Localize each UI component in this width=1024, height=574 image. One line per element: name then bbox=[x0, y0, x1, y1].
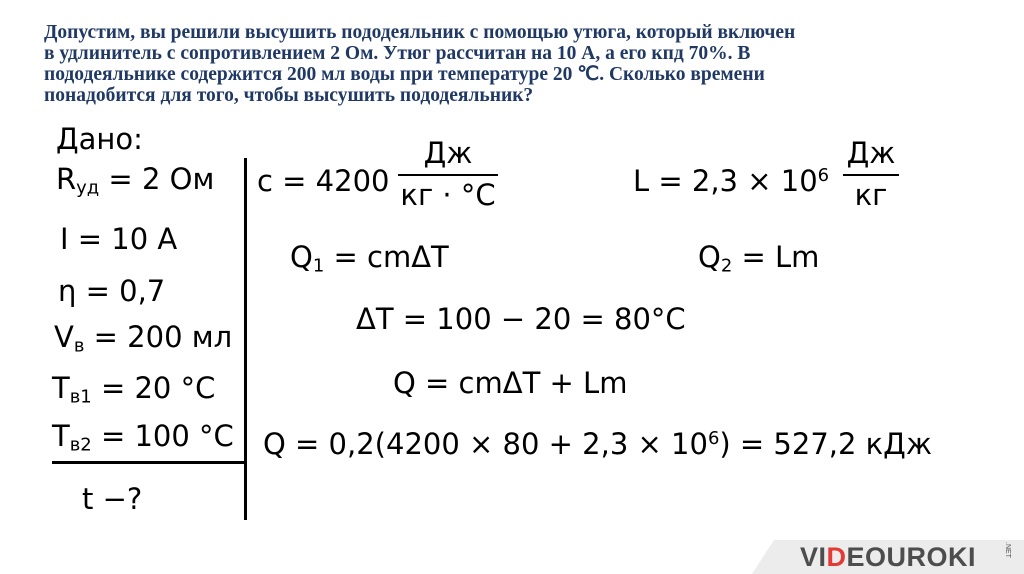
specific-heat-unit bbox=[398, 136, 498, 212]
logo-text-start: VI bbox=[800, 542, 827, 572]
logo-text-accent: D bbox=[826, 542, 847, 572]
given-final-temp bbox=[52, 419, 234, 456]
problem-line: пододеяльнике содержится 200 мл воды при температуре 20 ℃. Сколько времени bbox=[44, 64, 765, 85]
latent-heat-unit-numerator: Дж bbox=[846, 136, 896, 170]
volume-symbol: V bbox=[54, 320, 74, 354]
t2-subscript: в2 bbox=[69, 434, 92, 456]
total-heat-calculation bbox=[263, 427, 932, 461]
logo-suffix: .NET bbox=[1004, 542, 1011, 558]
latent-heat-unit-denominator: кг bbox=[854, 178, 888, 212]
q1-formula bbox=[290, 240, 449, 277]
latent-heat-lhs bbox=[633, 164, 830, 198]
resistance-symbol: R bbox=[56, 162, 77, 196]
t1-value: = 20 °C bbox=[91, 371, 216, 405]
volume-subscript: в bbox=[73, 335, 85, 357]
latent-heat-base: L = 2,3 × 10 bbox=[633, 164, 818, 198]
specific-heat-lhs: c = 4200 bbox=[257, 164, 390, 198]
t1-subscript: в1 bbox=[69, 386, 92, 408]
q2-formula bbox=[698, 240, 820, 277]
q1-rhs: = cmΔT bbox=[324, 240, 449, 274]
given-initial-temp bbox=[52, 371, 216, 408]
q2-symbol: Q bbox=[698, 240, 721, 274]
problem-statement bbox=[44, 22, 994, 106]
resistance-value: = 2 Ом bbox=[99, 162, 215, 196]
problem-line: в удлинитель с сопротивлением 2 Ом. Утюг рассчитан на 10 А, а его кпд 70%. В bbox=[44, 43, 751, 64]
given-volume bbox=[54, 320, 233, 357]
q2-rhs: = Lm bbox=[732, 240, 820, 274]
given-efficiency: η = 0,7 bbox=[58, 274, 166, 308]
given-current: I = 10 A bbox=[60, 222, 178, 256]
q2-subscript: 2 bbox=[720, 255, 733, 277]
calc-exponent: 6 bbox=[707, 428, 720, 450]
calc-part-b: ) = 527,2 кДж bbox=[719, 427, 932, 461]
calc-part-a: Q = 0,2(4200 × 80 + 2,3 × 10 bbox=[263, 427, 708, 461]
resistance-subscript: уд bbox=[76, 177, 100, 199]
latent-heat-exponent: 6 bbox=[817, 165, 830, 187]
given-title: Дано: bbox=[56, 122, 143, 156]
specific-heat-unit-numerator: Дж bbox=[423, 136, 473, 170]
problem-line: понадобится для того, чтобы высушить пододеяльник? bbox=[44, 85, 534, 106]
latent-heat-unit bbox=[843, 136, 899, 212]
t2-value: = 100 °C bbox=[91, 419, 234, 453]
volume-value: = 200 мл bbox=[84, 320, 233, 354]
given-divider-vertical bbox=[244, 158, 247, 520]
videouroki-logo bbox=[800, 542, 976, 573]
q1-subscript: 1 bbox=[312, 255, 325, 277]
t1-symbol: T bbox=[52, 371, 70, 405]
q1-symbol: Q bbox=[290, 240, 313, 274]
problem-line: Допустим, вы решили высушить пододеяльник с помощью утюга, который включен bbox=[44, 22, 796, 43]
given-resistance bbox=[56, 162, 215, 199]
specific-heat-unit-denominator: кг · °C bbox=[400, 178, 496, 212]
delta-t-formula: ΔT = 100 − 20 = 80°C bbox=[356, 302, 686, 336]
t2-symbol: T bbox=[52, 419, 70, 453]
fraction-bar bbox=[398, 174, 498, 176]
find-label: t −? bbox=[82, 482, 143, 516]
given-divider-horizontal bbox=[52, 461, 247, 464]
logo-text-end: EOUROKI bbox=[846, 542, 977, 572]
fraction-bar bbox=[843, 174, 899, 176]
total-heat-formula: Q = cmΔT + Lm bbox=[393, 366, 628, 400]
